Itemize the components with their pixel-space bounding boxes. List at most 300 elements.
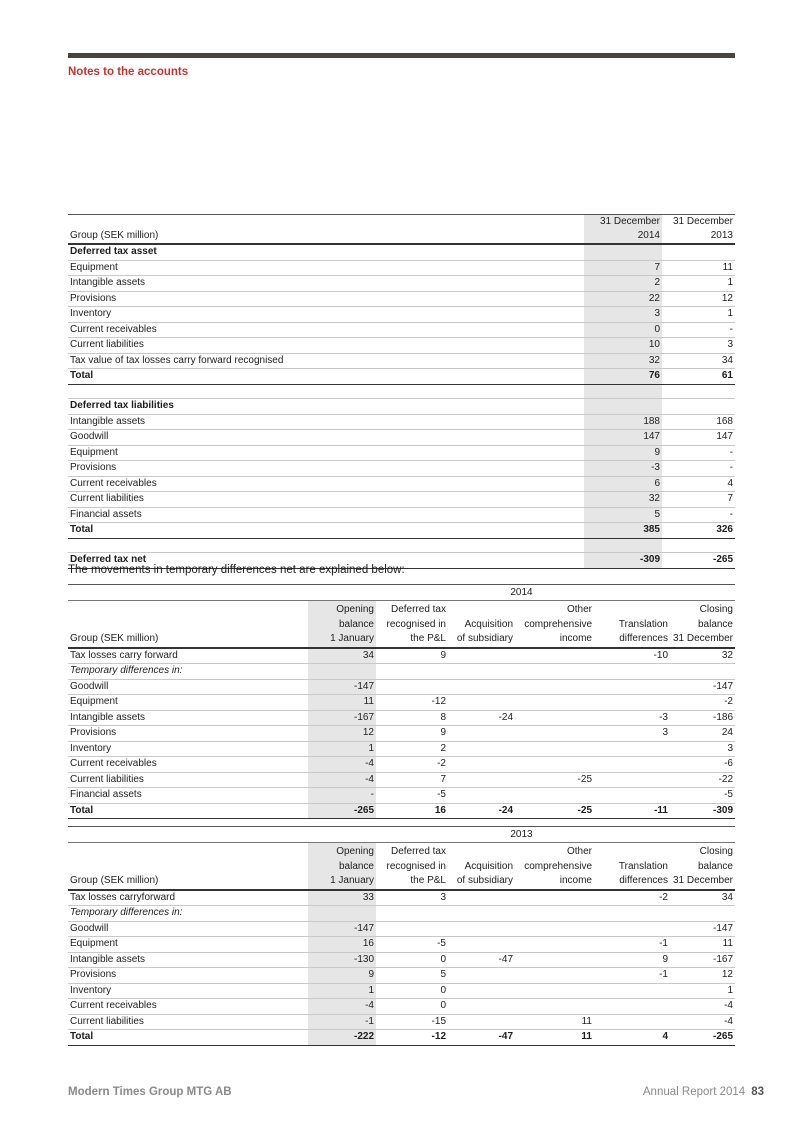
table-header-row <box>68 215 735 230</box>
cell-trn <box>594 983 670 999</box>
total-row <box>68 1030 735 1046</box>
value-2014: -309 <box>584 553 662 569</box>
cell-def <box>376 679 448 695</box>
value-2013: - <box>662 507 735 523</box>
table-row <box>68 890 735 906</box>
col-2014-line1: 31 December <box>584 215 662 230</box>
row-label: Current liabilities <box>68 1014 308 1030</box>
row-label: Provisions <box>68 726 308 742</box>
col-header-def: the P&L <box>376 632 448 648</box>
cell-trn <box>594 757 670 773</box>
table-row <box>68 461 735 477</box>
cell-def: 9 <box>376 648 448 664</box>
cell-cls: -6 <box>670 757 735 773</box>
cell-def: 2 <box>376 741 448 757</box>
cell-trn: 3 <box>594 726 670 742</box>
value-2013: 168 <box>662 414 735 430</box>
cell-trn: -3 <box>594 710 670 726</box>
col-header-oci: comprehensive <box>524 618 592 630</box>
cell-acq <box>448 726 515 742</box>
cell-trn: -2 <box>594 890 670 906</box>
cell-cls: -22 <box>670 772 735 788</box>
table-header-row <box>68 632 735 648</box>
cell-acq <box>448 741 515 757</box>
cell-oci: 11 <box>515 1014 594 1030</box>
row-label: Financial assets <box>68 507 584 523</box>
section-title: Notes to the accounts <box>68 66 189 78</box>
value-2013 <box>662 538 735 553</box>
cell-oci <box>515 983 594 999</box>
cell-def <box>376 664 448 680</box>
cell-oci <box>515 679 594 695</box>
cell-oci <box>515 741 594 757</box>
value-2014: 6 <box>584 476 662 492</box>
cell-acq <box>448 772 515 788</box>
cell-trn: 4 <box>594 1030 670 1046</box>
row-label: Deferred tax liabilities <box>68 399 584 415</box>
cell-open: - <box>308 788 376 804</box>
table-row <box>68 952 735 968</box>
value-2014 <box>584 538 662 553</box>
table-row <box>68 788 735 804</box>
value-2014: 385 <box>584 523 662 539</box>
row-label: Equipment <box>68 695 308 711</box>
col-header-trn: Translation <box>618 860 668 872</box>
col-header-def: Deferred tax <box>390 846 446 857</box>
cell-def: 16 <box>376 803 448 819</box>
cell-trn <box>594 772 670 788</box>
value-2014: -3 <box>584 461 662 477</box>
cell-open: 1 <box>308 741 376 757</box>
table-row <box>68 492 735 508</box>
value-2014: 3 <box>584 307 662 323</box>
col-header-trn: differences <box>594 874 670 890</box>
cell-open: -147 <box>308 679 376 695</box>
cell-open: 9 <box>308 968 376 984</box>
col-label-header: Group (SEK million) <box>68 874 308 890</box>
col-header-def: the P&L <box>376 874 448 890</box>
cell-cls: -147 <box>670 679 735 695</box>
cell-open: -167 <box>308 710 376 726</box>
table-row <box>68 353 735 369</box>
year-header-row <box>68 827 735 843</box>
cell-def: -12 <box>376 1030 448 1046</box>
cell-def: -15 <box>376 1014 448 1030</box>
row-label: Deferred tax net <box>68 553 584 569</box>
value-2013: 147 <box>662 430 735 446</box>
col-2013-line2: 2013 <box>662 229 735 244</box>
cell-trn: -1 <box>594 937 670 953</box>
cell-oci <box>515 726 594 742</box>
value-2014: 0 <box>584 322 662 338</box>
row-label: Equipment <box>68 445 584 461</box>
row-label: Current liabilities <box>68 338 584 354</box>
row-label: Inventory <box>68 741 308 757</box>
value-2013 <box>662 244 735 260</box>
cell-open: 12 <box>308 726 376 742</box>
cell-cls: -4 <box>670 1014 735 1030</box>
table-row <box>68 648 735 664</box>
cell-acq <box>448 757 515 773</box>
value-2013: 326 <box>662 523 735 539</box>
cell-trn <box>594 921 670 937</box>
value-2013: 11 <box>662 260 735 276</box>
table-row <box>68 664 735 680</box>
cell-acq <box>448 937 515 953</box>
cell-cls: -167 <box>670 952 735 968</box>
value-2013: 3 <box>662 338 735 354</box>
col-header-open: Opening <box>308 843 376 860</box>
cell-open <box>308 664 376 680</box>
table-header-row <box>68 229 735 244</box>
row-label: Current receivables <box>68 757 308 773</box>
cell-acq <box>448 921 515 937</box>
cell-trn <box>594 664 670 680</box>
value-2013: 12 <box>662 291 735 307</box>
row-label <box>68 384 584 399</box>
table-row <box>68 741 735 757</box>
col-header-oci: income <box>515 874 594 890</box>
col-header-open: Opening <box>308 601 376 618</box>
col-header-acq: Acquisition <box>464 618 513 630</box>
col-label-header: Group (SEK million) <box>68 632 308 648</box>
table-row <box>68 906 735 922</box>
value-2014: 32 <box>584 353 662 369</box>
cell-def: -5 <box>376 788 448 804</box>
value-2013: -265 <box>662 553 735 569</box>
col-header-def: recognised in <box>386 618 446 630</box>
table-row <box>68 757 735 773</box>
cell-trn <box>594 788 670 804</box>
cell-acq <box>448 890 515 906</box>
asset-heading-row <box>68 244 735 260</box>
value-2014: 5 <box>584 507 662 523</box>
year-label: 2013 <box>308 827 735 843</box>
movements-2014-table <box>68 584 735 819</box>
cell-cls: -186 <box>670 710 735 726</box>
row-label: Current receivables <box>68 476 584 492</box>
cell-def: -5 <box>376 937 448 953</box>
cell-open: -222 <box>308 1030 376 1046</box>
spacer-row <box>68 538 735 553</box>
cell-def: 0 <box>376 952 448 968</box>
col-label-header: Group (SEK million) <box>68 229 584 244</box>
table-row <box>68 260 735 276</box>
cell-acq <box>448 906 515 922</box>
row-label: Total <box>68 1030 308 1046</box>
row-label: Provisions <box>68 968 308 984</box>
cell-acq <box>448 1014 515 1030</box>
row-label: Deferred tax asset <box>68 244 584 260</box>
cell-open <box>308 906 376 922</box>
cell-def: 3 <box>376 890 448 906</box>
cell-oci: -25 <box>515 803 594 819</box>
value-2014: 76 <box>584 369 662 385</box>
row-label: Goodwill <box>68 430 584 446</box>
movements-intro-text: The movements in temporary differences net are explained below: <box>68 564 405 576</box>
cell-acq <box>448 664 515 680</box>
value-2014: 2 <box>584 276 662 292</box>
row-label: Total <box>68 523 584 539</box>
row-label: Tax losses carry forward <box>68 648 308 664</box>
col-header-open: 1 January <box>308 632 376 648</box>
cell-acq <box>448 999 515 1015</box>
cell-acq <box>448 788 515 804</box>
value-2014 <box>584 244 662 260</box>
col-header-open: 1 January <box>308 874 376 890</box>
cell-cls: 24 <box>670 726 735 742</box>
row-label: Equipment <box>68 937 308 953</box>
col-2014-line2: 2014 <box>584 229 662 244</box>
cell-open: -265 <box>308 803 376 819</box>
col-header-acq <box>448 843 515 860</box>
row-label: Provisions <box>68 291 584 307</box>
col-header-trn: differences <box>594 632 670 648</box>
table-row <box>68 291 735 307</box>
header-spacer <box>68 601 308 618</box>
col-header-cls: balance <box>697 860 733 872</box>
table-row <box>68 695 735 711</box>
col-header-open: balance <box>308 618 376 633</box>
col-header-cls: 31 December <box>670 874 735 890</box>
movements-2013-table <box>68 826 735 1046</box>
header-spacer <box>68 843 308 860</box>
value-2013: 4 <box>662 476 735 492</box>
header-spacer <box>68 618 308 633</box>
table-row <box>68 430 735 446</box>
cell-def <box>376 906 448 922</box>
top-divider-bar <box>68 53 735 58</box>
value-2014: 9 <box>584 445 662 461</box>
cell-trn: -1 <box>594 968 670 984</box>
row-label: Goodwill <box>68 679 308 695</box>
footer-company-name: Modern Times Group MTG AB <box>68 1086 232 1098</box>
cell-oci <box>515 906 594 922</box>
deferred-tax-table <box>68 214 735 569</box>
value-2013: 7 <box>662 492 735 508</box>
cell-open: 16 <box>308 937 376 953</box>
asset-total-row <box>68 369 735 385</box>
cell-open: 34 <box>308 648 376 664</box>
cell-open: -4 <box>308 757 376 773</box>
row-label: Intangible assets <box>68 276 584 292</box>
cell-def: 7 <box>376 772 448 788</box>
cell-acq: -47 <box>448 1030 515 1046</box>
value-2013: - <box>662 445 735 461</box>
row-label: Temporary differences in: <box>68 906 308 922</box>
cell-trn <box>594 679 670 695</box>
cell-cls: 1 <box>670 983 735 999</box>
cell-oci <box>515 710 594 726</box>
col-header-acq: of subsidiary <box>448 632 515 648</box>
table-row <box>68 322 735 338</box>
col-header-cls: balance <box>697 618 733 630</box>
liability-total-row <box>68 523 735 539</box>
cell-cls <box>670 906 735 922</box>
cell-cls: -147 <box>670 921 735 937</box>
cell-trn <box>594 906 670 922</box>
header-spacer <box>68 860 308 875</box>
year-spacer <box>68 585 308 601</box>
col-header-def: recognised in <box>386 860 446 872</box>
cell-trn: 9 <box>594 952 670 968</box>
value-2013: 1 <box>662 276 735 292</box>
value-2014: 22 <box>584 291 662 307</box>
table-row <box>68 445 735 461</box>
row-label: Temporary differences in: <box>68 664 308 680</box>
total-row <box>68 803 735 819</box>
cell-oci <box>515 968 594 984</box>
col-header-acq <box>448 601 515 618</box>
cell-cls: -265 <box>670 1030 735 1046</box>
col-header-oci: Other <box>566 846 592 857</box>
year-header-row <box>68 585 735 601</box>
table-row <box>68 726 735 742</box>
table-row <box>68 968 735 984</box>
col-header-cls: 31 December <box>670 632 735 648</box>
cell-open: -130 <box>308 952 376 968</box>
cell-open: -147 <box>308 921 376 937</box>
footer-report <box>643 1086 764 1098</box>
cell-oci <box>515 757 594 773</box>
value-2013: - <box>662 322 735 338</box>
row-label: Equipment <box>68 260 584 276</box>
row-label: Current liabilities <box>68 492 584 508</box>
col-header-acq: of subsidiary <box>448 874 515 890</box>
cell-acq <box>448 695 515 711</box>
row-label: Total <box>68 369 584 385</box>
cell-trn <box>594 695 670 711</box>
row-label: Current liabilities <box>68 772 308 788</box>
cell-acq <box>448 648 515 664</box>
cell-oci <box>515 921 594 937</box>
col-header-trn <box>594 601 670 618</box>
cell-def: -12 <box>376 695 448 711</box>
value-2014: 32 <box>584 492 662 508</box>
table-row <box>68 937 735 953</box>
cell-acq <box>448 968 515 984</box>
col-header-acq: Acquisition <box>464 860 513 872</box>
col-header-trn <box>594 843 670 860</box>
cell-open: -1 <box>308 1014 376 1030</box>
cell-cls: 3 <box>670 741 735 757</box>
row-label: Tax value of tax losses carry forward recognised <box>68 353 584 369</box>
row-label: Inventory <box>68 983 308 999</box>
page-number: 83 <box>751 1086 764 1098</box>
row-label: Total <box>68 803 308 819</box>
table-row <box>68 983 735 999</box>
cell-open: 1 <box>308 983 376 999</box>
col-header-open: balance <box>308 860 376 875</box>
cell-acq <box>448 679 515 695</box>
cell-acq <box>448 983 515 999</box>
spacer-row <box>68 384 735 399</box>
cell-def: 0 <box>376 999 448 1015</box>
value-2013 <box>662 399 735 415</box>
row-label: Goodwill <box>68 921 308 937</box>
cell-cls: 11 <box>670 937 735 953</box>
cell-def: 9 <box>376 726 448 742</box>
col-header-cls: Closing <box>699 846 733 857</box>
table-row <box>68 507 735 523</box>
cell-def: 0 <box>376 983 448 999</box>
cell-oci: -25 <box>515 772 594 788</box>
cell-trn <box>594 999 670 1015</box>
table-row <box>68 476 735 492</box>
value-2014: 188 <box>584 414 662 430</box>
cell-cls <box>670 664 735 680</box>
table-row <box>68 1014 735 1030</box>
table-row <box>68 276 735 292</box>
table-header-row <box>68 843 735 860</box>
cell-acq: -24 <box>448 803 515 819</box>
value-2013: 61 <box>662 369 735 385</box>
col-header-def: Deferred tax <box>390 604 446 615</box>
cell-trn: -10 <box>594 648 670 664</box>
year-label: 2014 <box>308 585 735 601</box>
footer-report-title: Annual Report 2014 <box>642 1086 746 1098</box>
cell-trn <box>594 741 670 757</box>
table-header-row <box>68 618 735 633</box>
cell-acq: -24 <box>448 710 515 726</box>
cell-oci <box>515 937 594 953</box>
cell-trn: -11 <box>594 803 670 819</box>
cell-acq: -47 <box>448 952 515 968</box>
cell-trn <box>594 1014 670 1030</box>
cell-open: -4 <box>308 772 376 788</box>
table-header-row <box>68 601 735 618</box>
row-label: Tax losses carryforward <box>68 890 308 906</box>
table-header-row <box>68 874 735 890</box>
row-label: Current receivables <box>68 999 308 1015</box>
year-spacer <box>68 827 308 843</box>
table-header-row <box>68 860 735 875</box>
col-header-trn: Translation <box>618 618 668 630</box>
row-label: Intangible assets <box>68 710 308 726</box>
cell-oci <box>515 999 594 1015</box>
value-2014: 7 <box>584 260 662 276</box>
cell-oci <box>515 788 594 804</box>
cell-cls: 32 <box>670 648 735 664</box>
col-2013-line1: 31 December <box>672 216 733 227</box>
col-header-oci: income <box>515 632 594 648</box>
table-row <box>68 999 735 1015</box>
value-2014 <box>584 399 662 415</box>
row-label: Current receivables <box>68 322 584 338</box>
cell-cls: 34 <box>670 890 735 906</box>
cell-oci <box>515 890 594 906</box>
cell-open: -4 <box>308 999 376 1015</box>
cell-oci <box>515 648 594 664</box>
value-2013 <box>662 384 735 399</box>
col-header-cls: Closing <box>699 604 733 615</box>
col-header-oci: comprehensive <box>524 860 592 872</box>
value-2013: - <box>662 461 735 477</box>
value-2013: 1 <box>662 307 735 323</box>
row-label: Provisions <box>68 461 584 477</box>
table-row <box>68 679 735 695</box>
table-row <box>68 307 735 323</box>
table-row <box>68 921 735 937</box>
cell-def <box>376 921 448 937</box>
table-row <box>68 338 735 354</box>
value-2014: 10 <box>584 338 662 354</box>
col-header-oci: Other <box>566 604 592 615</box>
row-label: Intangible assets <box>68 414 584 430</box>
table-row <box>68 772 735 788</box>
cell-oci: 11 <box>515 1030 594 1046</box>
table-row <box>68 710 735 726</box>
